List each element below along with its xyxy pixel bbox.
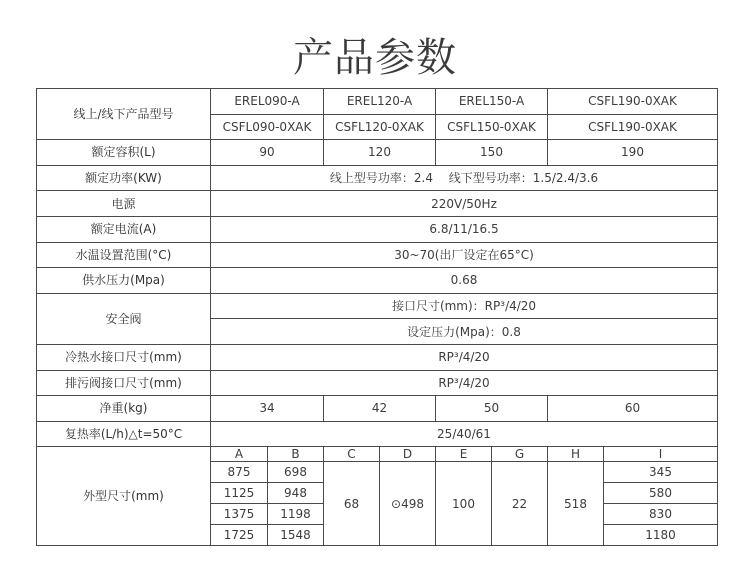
drain-label: 排污阀接口尺寸(mm) <box>37 370 211 396</box>
dim-header-b: B <box>268 447 324 462</box>
model-label: 线上/线下产品型号 <box>37 89 211 140</box>
row-pressure <box>37 268 718 294</box>
current-label: 额定电流(A) <box>37 216 211 242</box>
dim-a-3: 1375 <box>211 504 268 525</box>
dim-i-3: 830 <box>604 504 718 525</box>
capacity-value-1: 90 <box>211 140 324 166</box>
row-safety-valve-size <box>37 293 718 319</box>
safety-valve-label: 安全阀 <box>37 293 211 344</box>
row-supply <box>37 191 718 217</box>
weight-value-1: 34 <box>211 396 324 422</box>
dim-b-1: 698 <box>268 462 324 483</box>
weight-value-2: 42 <box>324 396 436 422</box>
dim-a-2: 1125 <box>211 483 268 504</box>
row-drain <box>37 370 718 396</box>
dim-header-c: C <box>324 447 380 462</box>
row-weight <box>37 396 718 422</box>
dim-h: 518 <box>548 462 604 546</box>
dim-i-4: 1180 <box>604 525 718 546</box>
dim-header-h: H <box>548 447 604 462</box>
row-current <box>37 216 718 242</box>
capacity-value-4: 190 <box>548 140 718 166</box>
dim-a-1: 875 <box>211 462 268 483</box>
temp-label: 水温设置范围(°C) <box>37 242 211 268</box>
model-offline-4: CSFL190-0XAK <box>548 114 718 140</box>
safety-valve-setting: 设定压力(Mpa)：0.8 <box>211 319 718 345</box>
dim-b-3: 1198 <box>268 504 324 525</box>
row-dimensions-header <box>37 447 718 462</box>
capacity-value-3: 150 <box>436 140 548 166</box>
capacity-value-2: 120 <box>324 140 436 166</box>
model-online-2: EREL120-A <box>324 89 436 115</box>
dim-e: 100 <box>436 462 492 546</box>
weight-label: 净重(kg) <box>37 396 211 422</box>
drain-value: RP³/4/20 <box>211 370 718 396</box>
model-online-1: EREL090-A <box>211 89 324 115</box>
row-model-online <box>37 89 718 115</box>
dim-d: ⊙498 <box>380 462 436 546</box>
reheat-label: 复热率(L/h)△t=50°C <box>37 421 211 447</box>
row-power <box>37 165 718 191</box>
dim-g: 22 <box>492 462 548 546</box>
current-value: 6.8/11/16.5 <box>211 216 718 242</box>
power-value: 线上型号功率：2.4 线下型号功率：1.5/2.4/3.6 <box>211 165 718 191</box>
dim-b-4: 1548 <box>268 525 324 546</box>
safety-valve-size: 接口尺寸(mm)：RP³/4/20 <box>211 293 718 319</box>
dim-b-2: 948 <box>268 483 324 504</box>
dim-header-e: E <box>436 447 492 462</box>
page-title: 产品参数 <box>293 35 457 81</box>
spec-table <box>36 88 718 546</box>
pipe-label: 冷热水接口尺寸(mm) <box>37 344 211 370</box>
model-online-3: EREL150-A <box>436 89 548 115</box>
row-temp <box>37 242 718 268</box>
dim-header-g: G <box>492 447 548 462</box>
row-pipe <box>37 344 718 370</box>
dim-a-4: 1725 <box>211 525 268 546</box>
dim-i-2: 580 <box>604 483 718 504</box>
capacity-label: 额定容积(L) <box>37 140 211 166</box>
pressure-value: 0.68 <box>211 268 718 294</box>
dim-c: 68 <box>324 462 380 546</box>
power-label: 额定功率(KW) <box>37 165 211 191</box>
dim-header-d: D <box>380 447 436 462</box>
reheat-value: 25/40/61 <box>211 421 718 447</box>
dimensions-label: 外型尺寸(mm) <box>37 447 211 546</box>
pipe-value: RP³/4/20 <box>211 344 718 370</box>
pressure-label: 供水压力(Mpa) <box>37 268 211 294</box>
supply-label: 电源 <box>37 191 211 217</box>
model-offline-3: CSFL150-0XAK <box>436 114 548 140</box>
dim-i-1: 345 <box>604 462 718 483</box>
temp-value: 30~70(出厂设定在65°C) <box>211 242 718 268</box>
dim-header-a: A <box>211 447 268 462</box>
dim-header-i: I <box>604 447 718 462</box>
row-reheat <box>37 421 718 447</box>
model-offline-1: CSFL090-0XAK <box>211 114 324 140</box>
supply-value: 220V/50Hz <box>211 191 718 217</box>
weight-value-4: 60 <box>548 396 718 422</box>
row-capacity <box>37 140 718 166</box>
model-online-4: CSFL190-0XAK <box>548 89 718 115</box>
model-offline-2: CSFL120-0XAK <box>324 114 436 140</box>
weight-value-3: 50 <box>436 396 548 422</box>
